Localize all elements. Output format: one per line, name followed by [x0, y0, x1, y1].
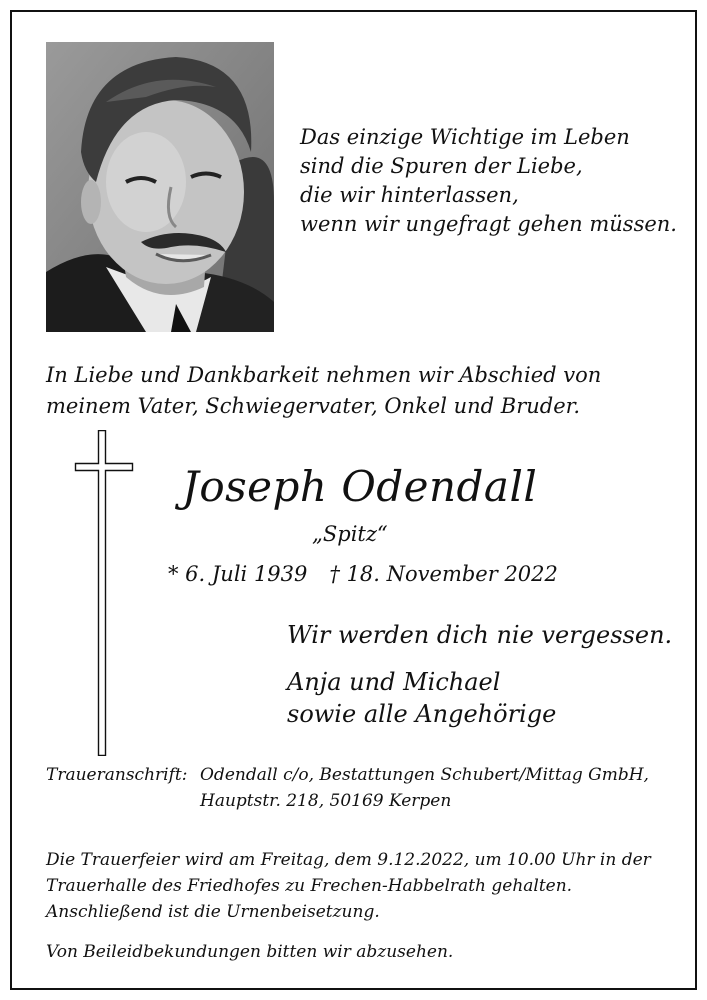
- address-line: Hauptstr. 218, 50169 Kerpen: [200, 791, 452, 811]
- intro-line: In Liebe und Dankbarkeit nehmen wir Abschied von: [46, 363, 602, 387]
- mourning-address: [200, 762, 649, 814]
- life-dates: [168, 559, 558, 589]
- portrait-photo: [46, 42, 274, 332]
- condolence-request: Von Beileidbekundungen bitten wir abzusehen.: [46, 942, 454, 962]
- death-date: † 18. November 2022: [329, 562, 558, 586]
- poem-line: die wir hinterlassen,: [300, 183, 519, 207]
- poem-line: Das einzige Wichtige im Leben: [300, 125, 630, 149]
- poem-line: sind die Spuren der Liebe,: [300, 154, 583, 178]
- family-line: Anja und Michael: [287, 668, 501, 696]
- deceased-nickname: „Spitz“: [312, 522, 388, 546]
- family-line: sowie alle Angehörige: [287, 700, 557, 728]
- address-line: Odendall c/o, Bestattungen Schubert/Mittag GmbH,: [200, 765, 649, 785]
- deceased-name: Joseph Odendall: [182, 462, 538, 511]
- portrait-image: [46, 42, 274, 332]
- ceremony-line: Trauerhalle des Friedhofes zu Frechen-Habbelrath gehalten.: [46, 876, 573, 896]
- ceremony-line: Die Trauerfeier wird am Freitag, dem 9.12.2022, um 10.00 Uhr in der: [46, 850, 651, 870]
- family-signature: [287, 666, 556, 730]
- birth-date: * 6. Juli 1939: [168, 562, 308, 586]
- poem-line: wenn wir ungefragt gehen müssen.: [300, 212, 677, 236]
- cross-icon: [74, 430, 134, 756]
- intro-text: [46, 360, 666, 422]
- intro-line: meinem Vater, Schwiegervater, Onkel und Bruder.: [46, 394, 581, 418]
- poem: [300, 123, 680, 239]
- address-label: Traueranschrift:: [46, 765, 188, 785]
- farewell-line: Wir werden dich nie vergessen.: [287, 621, 673, 649]
- ceremony-line: Anschließend ist die Urnenbeisetzung.: [46, 902, 380, 922]
- ceremony-notice: [46, 847, 651, 925]
